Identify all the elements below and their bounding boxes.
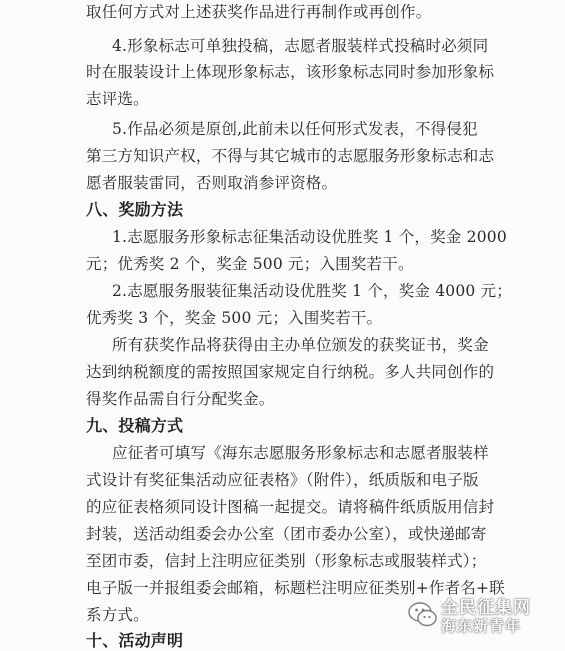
watermark-line1: 全民征集网: [441, 598, 531, 618]
text-line: 愿者服装雷同，否则取消参评资格。: [86, 174, 338, 192]
wechat-icon: [407, 599, 439, 631]
text-line: 的应征表格须同设计图稿一起提交。请将稿件纸质版用信封: [86, 498, 495, 516]
text-line: 所有获奖作品将获得由主办单位颁发的获奖证书，奖金: [112, 336, 489, 354]
text-line: 取任何方式对上述获奖作品进行再制作或再创作。: [86, 3, 432, 21]
text-line: 式设计有奖征集活动应征表格》（附件），纸质版和电子版: [86, 471, 479, 489]
text-line: 得奖作品需自行分配奖金。: [86, 390, 275, 408]
text-line: 封装，送活动组委会办公室（团市委办公室），或快递邮寄: [86, 525, 487, 543]
section-heading: 九、投稿方式: [86, 416, 184, 435]
text-line: 元；优秀奖 2 个，奖金 500 元；入围奖若干。: [86, 255, 414, 273]
text-line: 2.志愿服务服装征集活动设优胜奖 1 个，奖金 4000 元；: [112, 282, 513, 300]
text-line: 至团市委，信封上注明应征类别（形象标志或服装样式）；: [86, 552, 487, 570]
text-line: 达到纳税额度的需按照国家规定自行纳税。多人共同创作的: [86, 363, 495, 381]
text-line: 第三方知识产权，不得与其它城市的志愿服务形象标志和志: [86, 147, 495, 165]
text-line: 5.作品必须是原创,此前未以任何形式发表，不得侵犯: [112, 120, 478, 138]
watermark-line2: 海东新青年: [441, 617, 522, 635]
text-line: 4.形象标志可单独投稿，志愿者服装样式投稿时必须同: [112, 37, 489, 55]
text-line: 优秀奖 3 个，奖金 500 元；入围奖若干。: [86, 309, 383, 327]
text-line: 应征者可填写《海东志愿服务形象标志和志愿者服装样: [112, 444, 489, 462]
text-line: 电子版一并报组委会邮箱，标题栏注明应征类别+作者名+联: [86, 579, 505, 597]
text-line: 1.志愿服务形象标志征集活动设优胜奖 1 个，奖金 2000: [112, 228, 507, 246]
watermark: [407, 593, 557, 637]
text-line: 志评选。: [86, 90, 149, 108]
text-line: 系方式。: [86, 606, 149, 624]
section-heading: 八、奖励方法: [86, 200, 184, 219]
text-line: 时在服装设计上体现形象标志，该形象标志同时参加形象标: [86, 63, 495, 81]
section-heading: 十、活动声明: [86, 631, 184, 650]
